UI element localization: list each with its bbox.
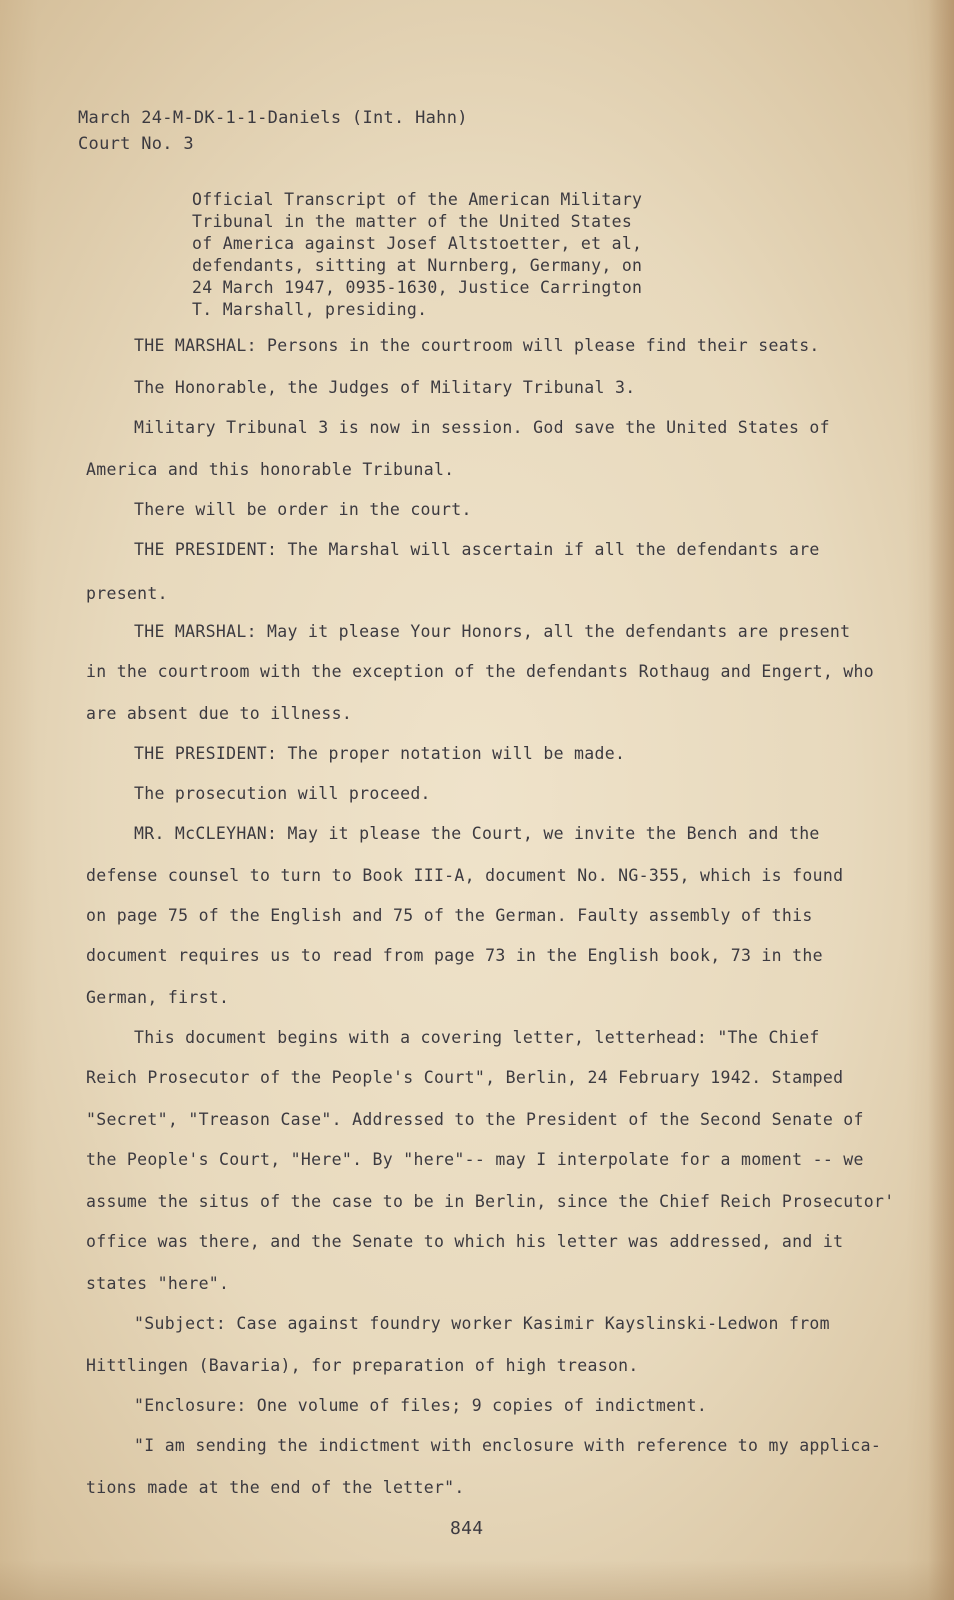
header-court-line: Court No. 3 — [78, 134, 194, 154]
body-line: the People's Court, "Here". By "here"-- may I interpolate for a moment -- we — [86, 1150, 864, 1169]
body-line: present. — [86, 584, 168, 603]
body-line: document requires us to read from page 73 in the English book, 73 in the — [86, 946, 823, 965]
body-line: America and this honorable Tribunal. — [86, 460, 455, 479]
body-line: There will be order in the court. — [134, 500, 472, 519]
body-line: are absent due to illness. — [86, 704, 353, 723]
body-line: THE PRESIDENT: The proper notation will be made. — [134, 744, 626, 763]
body-line: THE MARSHAL: May it please Your Honors, all the defendants are present — [134, 622, 851, 641]
caption-line: Tribunal in the matter of the United States — [192, 212, 633, 231]
caption-line: defendants, sitting at Nurnberg, Germany, on — [192, 256, 643, 275]
body-line: Reich Prosecutor of the People's Court", Berlin, 24 February 1942. Stamped — [86, 1068, 844, 1087]
page-number: 844 — [450, 1518, 484, 1539]
body-line: The prosecution will proceed. — [134, 784, 431, 803]
caption-line: of America against Josef Altstoetter, et al, — [192, 234, 643, 253]
body-line: tions made at the end of the letter". — [86, 1478, 465, 1497]
body-line: THE PRESIDENT: The Marshal will ascertain if all the defendants are — [134, 540, 820, 559]
body-line: Military Tribunal 3 is now in session. God save the United States of — [134, 418, 830, 437]
body-line: The Honorable, the Judges of Military Tribunal 3. — [134, 378, 636, 397]
caption-line: T. Marshall, presiding. — [192, 300, 428, 319]
body-line: Hittlingen (Bavaria), for preparation of high treason. — [86, 1356, 639, 1375]
page-bottom-shadow — [0, 1560, 954, 1600]
body-line: office was there, and the Senate to which his letter was addressed, and it — [86, 1232, 844, 1251]
body-line: states "here". — [86, 1274, 230, 1293]
body-line: German, first. — [86, 988, 230, 1007]
caption-line: Official Transcript of the American Military — [192, 190, 643, 209]
body-line: on page 75 of the English and 75 of the German. Faulty assembly of this — [86, 906, 813, 925]
body-line: "I am sending the indictment with enclosure with reference to my applica- — [134, 1436, 882, 1455]
body-line: MR. McCLEYHAN: May it please the Court, we invite the Bench and the — [134, 824, 820, 843]
body-line: in the courtroom with the exception of the defendants Rothaug and Engert, who — [86, 662, 875, 681]
body-line: "Subject: Case against foundry worker Kasimir Kayslinski-Ledwon from — [134, 1314, 830, 1333]
body-line: THE MARSHAL: Persons in the courtroom will please find their seats. — [134, 336, 820, 355]
page-edge-shadow — [928, 0, 954, 1600]
header-reference-line: March 24-M-DK-1-1-Daniels (Int. Hahn) — [78, 108, 468, 128]
body-line: defense counsel to turn to Book III-A, document No. NG-355, which is found — [86, 866, 844, 885]
body-line: This document begins with a covering letter, letterhead: "The Chief — [134, 1028, 820, 1047]
body-line: assume the situs of the case to be in Berlin, since the Chief Reich Prosecutor' — [86, 1192, 895, 1211]
body-line: "Secret", "Treason Case". Addressed to the President of the Second Senate of — [86, 1110, 864, 1129]
body-line: "Enclosure: One volume of files; 9 copies of indictment. — [134, 1396, 708, 1415]
caption-line: 24 March 1947, 0935-1630, Justice Carrington — [192, 278, 643, 297]
